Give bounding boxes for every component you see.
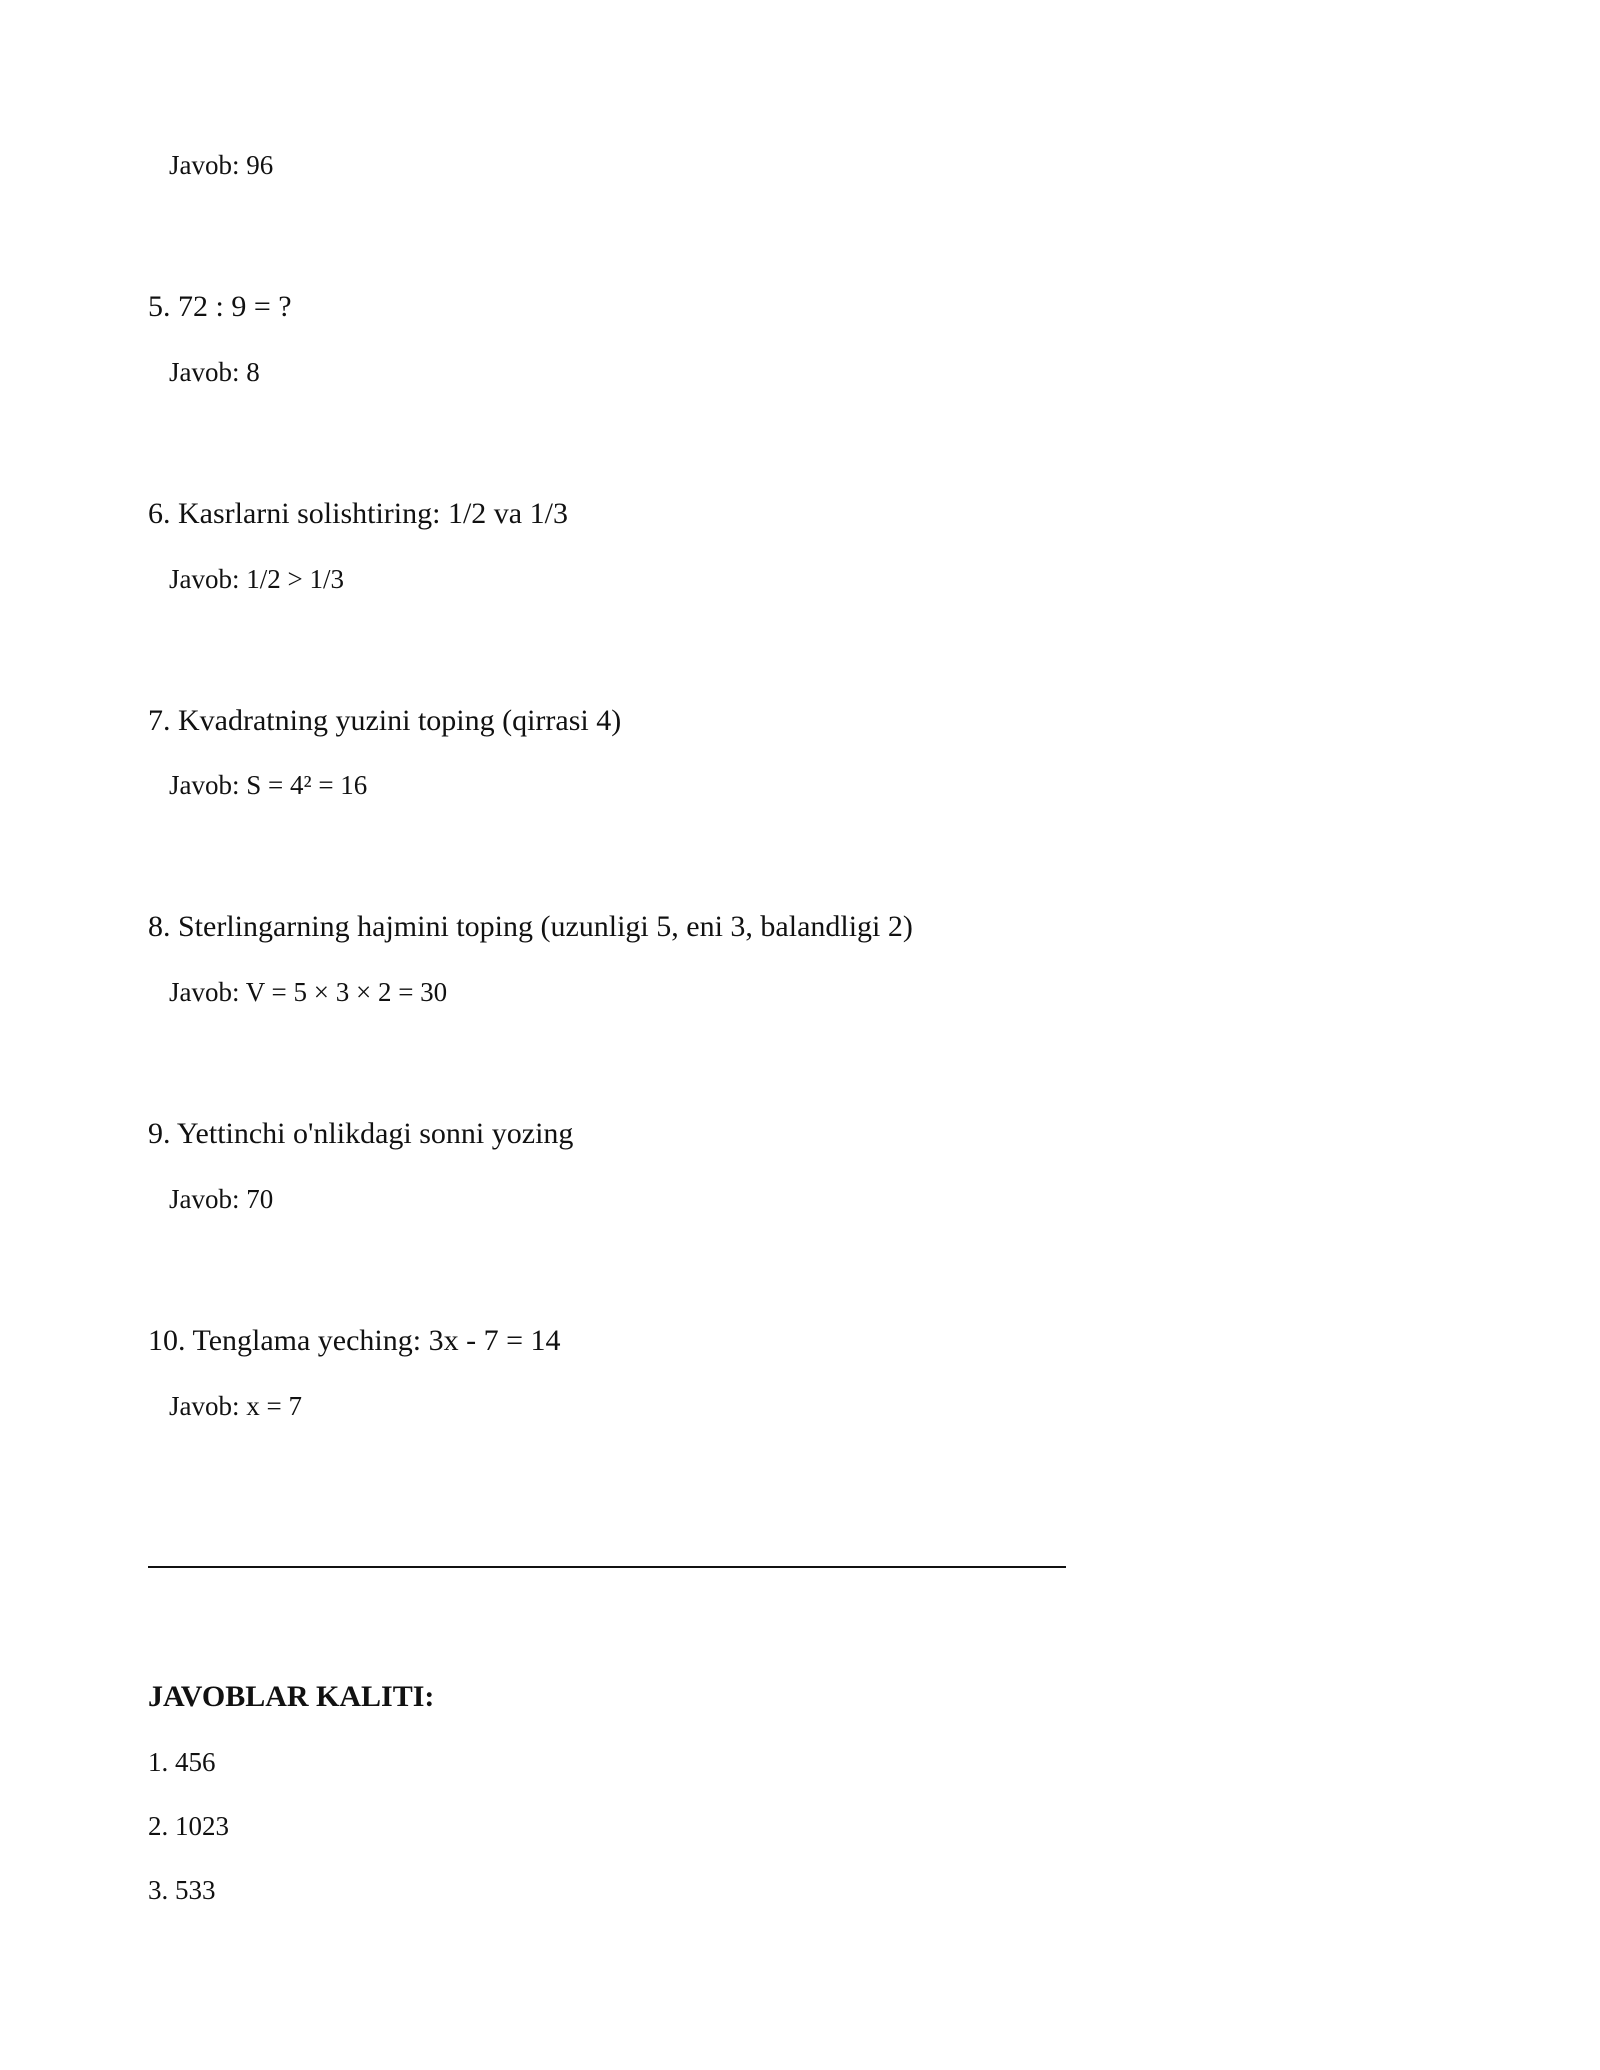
question-6: 6. Kasrlarni solishtiring: 1/2 va 1/3 [148,497,568,530]
answer-key-entry: 3. 533 [148,1875,216,1905]
question-9: 9. Yettinchi o'nlikdagi sonni yozing [148,1117,574,1150]
answer-key-title: JAVOBLAR KALITI: [148,1680,435,1713]
answer-7: Javob: S = 4² = 16 [169,770,368,800]
answer-9: Javob: 70 [169,1184,274,1214]
answer-10: Javob: x = 7 [169,1391,302,1421]
question-5: 5. 72 : 9 = ? [148,290,292,323]
question-10: 10. Tenglama yeching: 3x - 7 = 14 [148,1324,561,1357]
answer-key-entry: 1. 456 [148,1747,216,1777]
question-7: 7. Kvadratning yuzini toping (qirrasi 4) [148,704,622,737]
answer-8: Javob: V = 5 × 3 × 2 = 30 [169,977,448,1007]
answer-4: Javob: 96 [169,150,274,180]
answer-6: Javob: 1/2 > 1/3 [169,564,344,594]
answer-key-entry: 2. 1023 [148,1811,229,1841]
section-divider [148,1566,1066,1568]
answer-5: Javob: 8 [169,357,260,387]
question-8: 8. Sterlingarning hajmini toping (uzunligi 5, eni 3, balandligi 2) [148,910,913,943]
